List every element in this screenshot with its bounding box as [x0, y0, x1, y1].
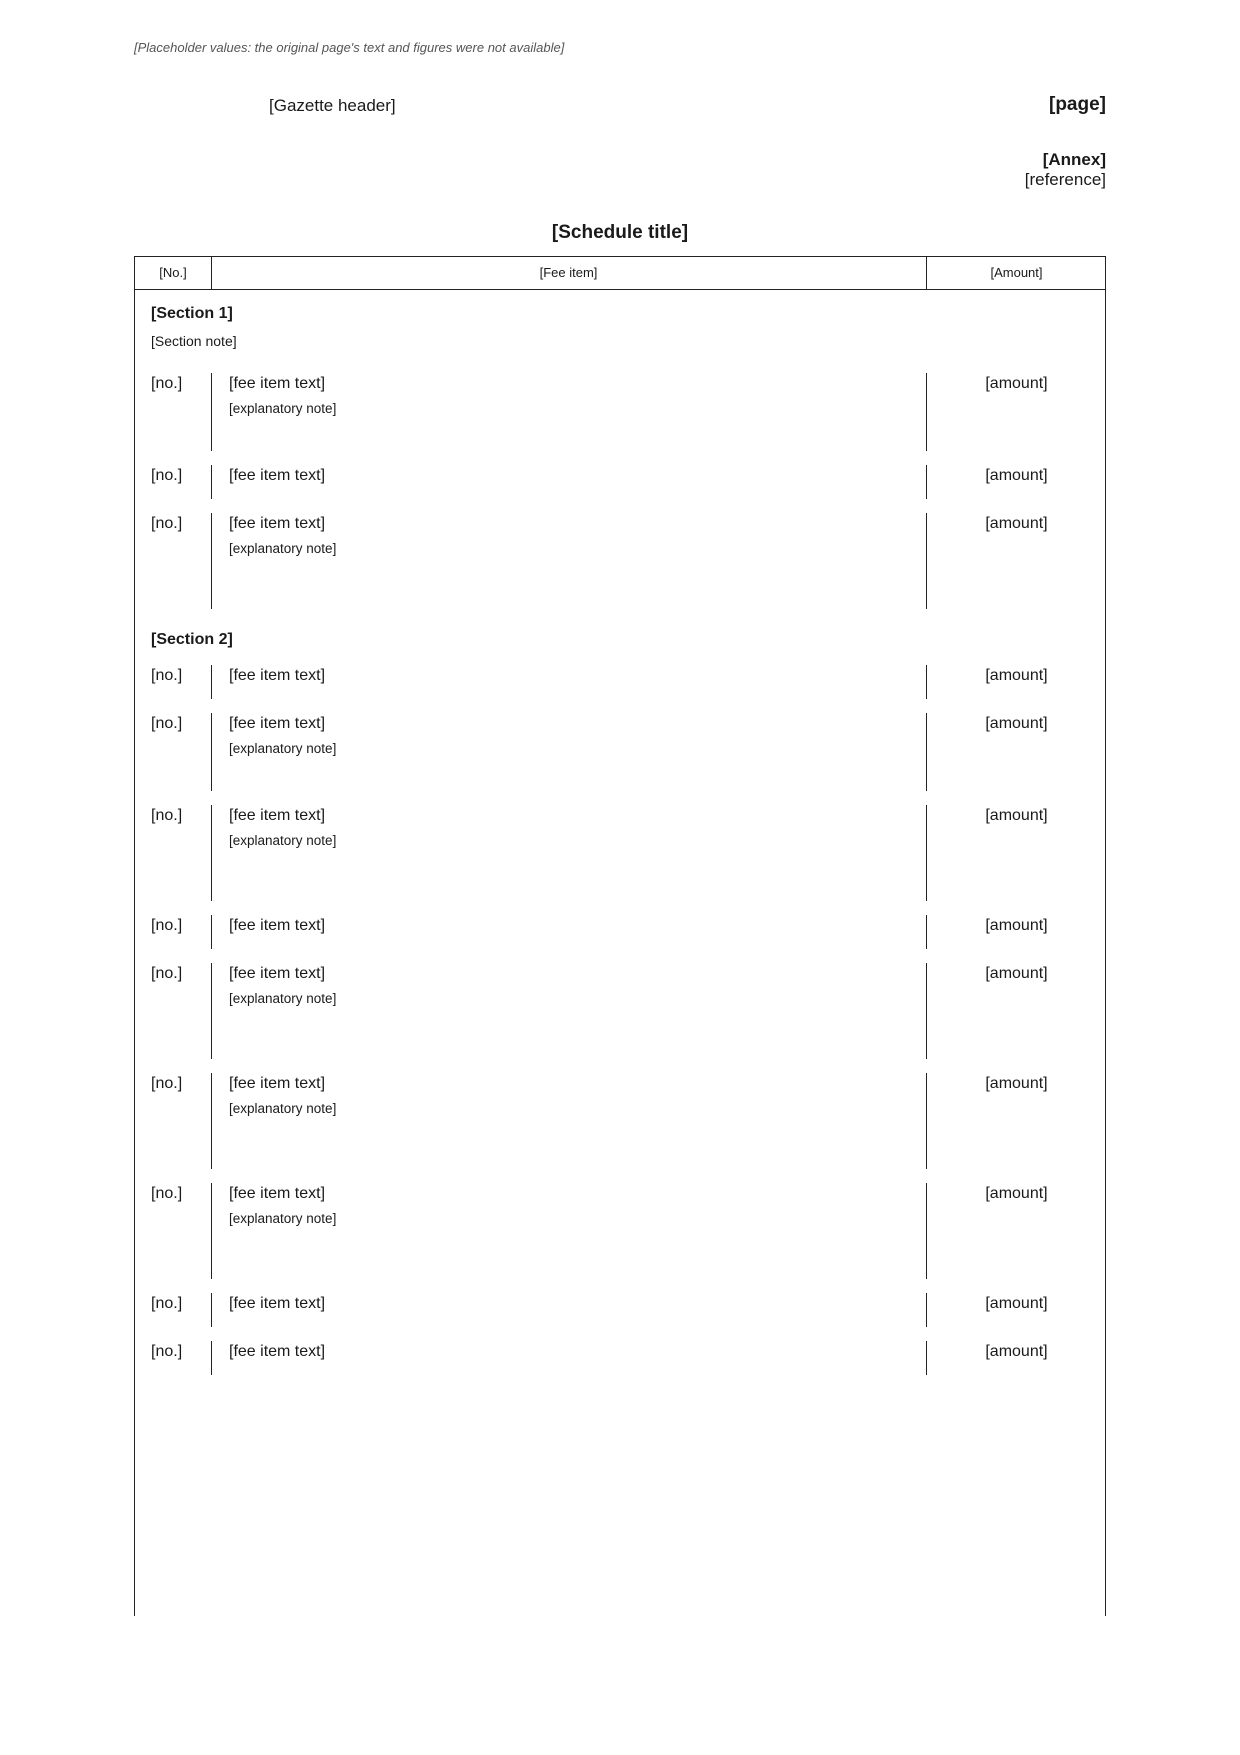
table-row [135, 713, 1107, 791]
row-note: [explanatory note] [229, 741, 337, 756]
row-amount: [amount] [985, 1295, 1048, 1312]
row-note: [explanatory note] [229, 401, 337, 416]
col-nr: [No.] [135, 257, 212, 289]
row-nr: [no.] [151, 467, 183, 484]
row-text: [fee item text] [explanatory note] [229, 1183, 909, 1228]
row-text: [fee item text] [explanatory note] [229, 963, 909, 1008]
row-text: [fee item text] [229, 467, 326, 484]
row-nr: [no.] [151, 807, 183, 824]
table-row [135, 915, 1107, 949]
row-amount: [amount] [985, 917, 1048, 934]
row-text: [fee item text] [explanatory note] [229, 713, 909, 758]
row-nr: [no.] [151, 375, 183, 392]
row-amount: [amount] [985, 1185, 1048, 1202]
annex-title: [Annex] [1042, 150, 1106, 169]
page-number: [page] [1049, 94, 1106, 115]
row-nr: [no.] [151, 1343, 183, 1360]
row-amount: [amount] [985, 1075, 1048, 1092]
row-note: [explanatory note] [229, 1211, 337, 1226]
row-text: [fee item text] [229, 1295, 326, 1312]
row-nr: [no.] [151, 1075, 183, 1092]
table-header [135, 257, 1105, 290]
row-amount: [amount] [985, 515, 1048, 532]
row-text: [fee item text] [229, 667, 326, 684]
row-note: [explanatory note] [229, 833, 337, 848]
row-nr: [no.] [151, 515, 183, 532]
fee-table [134, 256, 1106, 1616]
row-text: [fee item text] [explanatory note] [229, 1073, 909, 1118]
annex-label [1025, 150, 1106, 190]
table-row [135, 373, 1107, 451]
table-row [135, 465, 1107, 499]
row-amount: [amount] [985, 965, 1048, 982]
row-nr: [no.] [151, 715, 183, 732]
row-nr: [no.] [151, 917, 183, 934]
annex-ref: [reference] [1024, 170, 1106, 189]
col-betrag: [Amount] [990, 265, 1043, 280]
row-text: [fee item text] [229, 1343, 326, 1360]
row-nr: [no.] [151, 667, 183, 684]
table-row [135, 513, 1107, 609]
row-amount: [amount] [985, 375, 1048, 392]
row-text: [fee item text] [explanatory note] [229, 373, 909, 418]
row-nr: [no.] [151, 1185, 183, 1202]
gazette-header: [Gazette header] [269, 96, 396, 115]
table-row [135, 1183, 1107, 1279]
row-note: [explanatory note] [229, 1101, 337, 1116]
placeholder-note: [Placeholder values: the original page's text and figures were not available] [134, 40, 565, 55]
table-row [135, 665, 1107, 699]
row-amount: [amount] [985, 667, 1048, 684]
table-row [135, 1293, 1107, 1327]
table-row [135, 1341, 1107, 1375]
row-amount: [amount] [985, 715, 1048, 732]
row-nr: [no.] [151, 1295, 183, 1312]
doc-title: [Schedule title] [551, 222, 689, 243]
table-row [135, 805, 1107, 901]
section-desc: [Section note] [151, 333, 237, 349]
section-2 [151, 629, 1091, 651]
row-note: [explanatory note] [229, 541, 337, 556]
row-text: [fee item text] [explanatory note] [229, 513, 909, 558]
section-1 [151, 303, 1091, 351]
row-text: [fee item text] [explanatory note] [229, 805, 909, 850]
row-text: [fee item text] [229, 917, 326, 934]
row-amount: [amount] [985, 467, 1048, 484]
table-row [135, 1073, 1107, 1169]
table-row [135, 963, 1107, 1059]
row-nr: [no.] [151, 965, 183, 982]
row-note: [explanatory note] [229, 991, 337, 1006]
row-amount: [amount] [985, 1343, 1048, 1360]
section-heading: [Section 1] [151, 305, 233, 322]
row-amount: [amount] [985, 807, 1048, 824]
col-tatbestand: [Fee item] [211, 257, 927, 289]
section-heading: [Section 2] [151, 631, 233, 648]
